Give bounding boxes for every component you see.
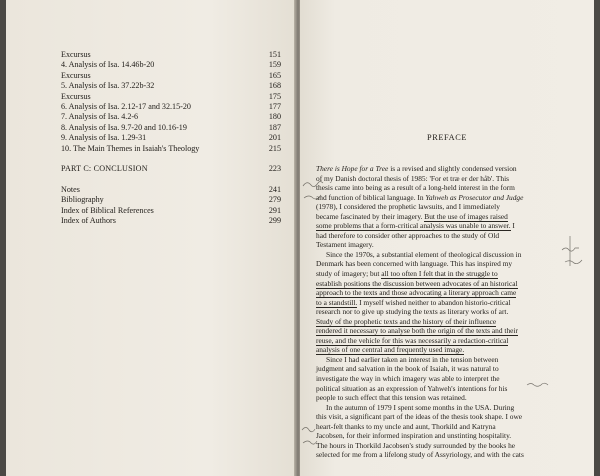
table-of-contents (61, 50, 281, 226)
margin-scribble-4 (565, 260, 582, 264)
toc-entry-row (61, 112, 281, 122)
preface-line: judgment and salvation in the book of Isaiah, it was natural to (316, 364, 499, 374)
toc-entry-page: 215 (268, 143, 281, 153)
preface-line: investigate the way in which imagery was able to interpret the (316, 374, 500, 384)
toc-entries (61, 50, 281, 154)
preface-line: and function of biblical language. In Yahweh as Prosecutor and Judge (316, 192, 524, 202)
toc-back-entry-page: 299 (268, 216, 281, 226)
toc-entry-page: 151 (268, 50, 281, 59)
toc-back-entry-page: 279 (268, 195, 281, 205)
toc-entry-page: 159 (268, 60, 281, 70)
margin-scribble-7 (303, 441, 317, 444)
preface-line: thesis came into being as a result of a long-held interest in the form (316, 183, 515, 193)
margin-scribble-6 (302, 428, 315, 432)
toc-entry-page: 175 (268, 91, 281, 101)
toc-entry-page: 187 (268, 122, 281, 132)
toc-entry-row (61, 71, 281, 81)
left-page (6, 0, 296, 476)
toc-entry-page: 177 (268, 101, 281, 111)
toc-entry-row (61, 92, 281, 102)
toc-entry-row (61, 102, 281, 112)
preface-line: people to such effect that this tension was retained. (316, 393, 467, 403)
toc-entry-row (61, 60, 281, 70)
toc-entry-page: 165 (268, 70, 281, 80)
toc-part-page: 223 (268, 163, 281, 173)
preface-line: analysis of one central and frequently used image. (316, 345, 465, 355)
preface-heading: PREFACE (426, 133, 467, 142)
toc-part-title: PART C: CONCLUSION (61, 163, 148, 173)
toc-entry-title: 8. Analysis of Isa. 9.7-20 and 10.16-19 (61, 122, 187, 132)
preface-line: had therefore to consider other approaches to the study of Old (316, 230, 500, 240)
toc-entry-title: 5. Analysis of Isa. 37.22b-32 (61, 81, 155, 91)
preface-line: selected for me from a lifelong study of Assyriology, and with the cats (316, 450, 524, 460)
toc-entry-title: 4. Analysis of Isa. 14.46b-20 (61, 60, 155, 70)
toc-entry-title: Excursus (61, 70, 91, 80)
toc-entry-page: 168 (268, 81, 281, 91)
preface-line: heart-felt thanks to my uncle and aunt, Thorkild and Katryna (316, 421, 496, 431)
preface-line: Since I had earlier taken an interest in the tension between (326, 354, 499, 364)
preface-line: this visit, a significant part of the ideas of the thesis took shape. I owe (316, 412, 523, 422)
toc-back-entry-row (61, 185, 281, 195)
toc-entry-title: 10. The Main Themes in Isaiah's Theology (61, 143, 200, 153)
preface-line: to a standstill. I myself wished neither to abandon historio-critical (316, 297, 511, 307)
toc-entry-title: 6. Analysis of Isa. 2.12-17 and 32.15-20 (61, 101, 191, 111)
preface-line: some problems that a form-critical analysis was unable to answer. I (316, 221, 515, 231)
toc-back-entry-row (61, 195, 281, 205)
toc-entry-title: Excursus (61, 50, 91, 59)
preface-line: Denmark has been concerned with language. This has inspired my (316, 259, 513, 269)
preface-line: establish positions the discussion between advocates of an historical (316, 278, 518, 288)
preface-line: There is Hope for a Tree is a revised and slightly condensed version (316, 164, 517, 173)
toc-entry-row (61, 50, 281, 60)
preface-body (316, 164, 556, 460)
toc-entry-row (61, 81, 281, 91)
toc-back-entry-row (61, 216, 281, 226)
preface-line: became fascinated by their imagery. But the use of images raised (316, 211, 508, 221)
right-page (300, 0, 594, 476)
toc-entry-title: 9. Analysis of Isa. 1.29-31 (61, 133, 147, 143)
preface-line: The hours in Thorkild Jacobsen's study surrounded by the books he (316, 440, 516, 450)
preface-line: research nor to give up studying the texts as literary works of art. (316, 307, 509, 317)
toc-back-entry-page: 291 (268, 205, 281, 215)
preface-line: approach to the texts and those advocating a literary approach came (316, 288, 517, 298)
preface-line: political situation as an expression of Yahweh's intentions for his (316, 383, 508, 393)
toc-entry-row (61, 123, 281, 133)
preface-line: study of imagery; but all too often I felt that in the struggle to (316, 269, 498, 279)
toc-back-entry-page: 241 (268, 184, 281, 194)
preface-line: of my Danish doctoral thesis of 1985: 'For et træ er der håb'. This (316, 173, 510, 183)
toc-entry-title: 7. Analysis of Isa. 4.2-6 (61, 112, 139, 122)
preface-line: Jacobsen, for their informed inspiration and unstinting hospitality. (316, 431, 512, 441)
toc-back-entry-row (61, 206, 281, 216)
preface-line: In the autumn of 1979 I spent some months in the USA. During (326, 402, 515, 412)
toc-back-entry-title: Notes (61, 184, 80, 194)
preface-line: Since the 1970s, a substantial element of theological discussion in (326, 249, 522, 259)
preface-line: Testament imagery. (316, 240, 374, 250)
toc-back-entry-title: Index of Biblical References (61, 205, 154, 215)
toc-back-matter (61, 185, 281, 227)
toc-entry-title: Excursus (61, 91, 91, 101)
toc-entry-page: 180 (268, 112, 281, 122)
toc-back-entry-title: Bibliography (61, 195, 104, 205)
toc-back-entry-title: Index of Authors (61, 216, 116, 226)
toc-entry-row (61, 133, 281, 143)
preface-line: reuse, and the vehicle for this was necessarily a redaction-critical (316, 335, 509, 345)
preface-line: Study of the prophetic texts and the history of their influence (316, 316, 497, 326)
toc-part-row (61, 163, 281, 174)
preface-line: (1978), I considered the prophetic lawsuits, and I immediately (316, 202, 500, 212)
margin-scribble-3 (562, 248, 579, 251)
toc-entry-row (61, 144, 281, 154)
preface-line: rendered it necessary to analyse both the origin of the texts and their (316, 326, 518, 336)
toc-entry-page: 201 (268, 133, 281, 143)
